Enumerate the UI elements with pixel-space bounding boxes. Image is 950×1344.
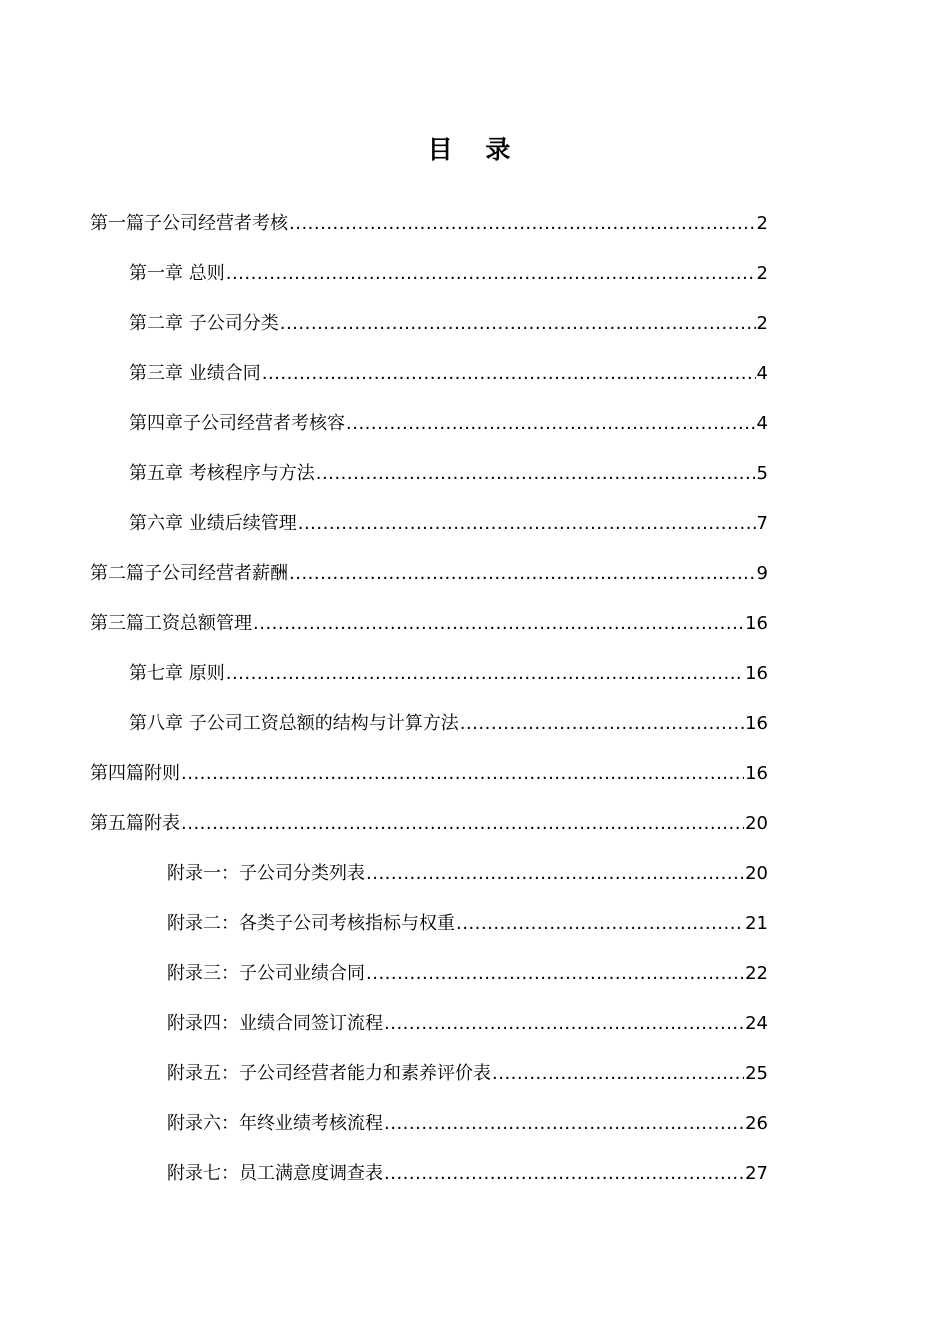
toc-page-number: 2 — [756, 313, 768, 334]
toc-dot-leader — [280, 306, 756, 342]
toc-page-number: 2 — [756, 213, 768, 234]
toc-entry-part-5[interactable] — [90, 806, 768, 842]
toc-dot-leader — [384, 1006, 744, 1042]
toc-dot-leader — [366, 956, 744, 992]
toc-dot-leader — [289, 556, 756, 592]
toc-entry-label: 第一章 总则 — [129, 263, 225, 284]
toc-entry-label: 第二章 子公司分类 — [129, 313, 279, 334]
toc-entry-label: 第五章 考核程序与方法 — [129, 463, 315, 484]
toc-entry-chapter-4[interactable] — [129, 406, 768, 442]
toc-entry-label: 第二篇子公司经营者薪酬 — [90, 563, 288, 584]
toc-entry-label: 附录一：子公司分类列表 — [167, 863, 365, 884]
toc-dot-leader — [460, 706, 744, 742]
toc-dot-leader — [289, 206, 756, 242]
toc-page-number: 2 — [756, 263, 768, 284]
toc-page-number: 27 — [745, 1163, 768, 1184]
toc-page-number: 5 — [756, 463, 768, 484]
toc-entry-label: 第三章 业绩合同 — [129, 363, 261, 384]
toc-dot-leader — [226, 656, 744, 692]
toc-entry-label: 附录四：业绩合同签订流程 — [167, 1013, 383, 1034]
toc-entry-label: 附录六：年终业绩考核流程 — [167, 1113, 383, 1134]
toc-dot-leader — [384, 1156, 744, 1192]
toc-page-number: 16 — [745, 613, 768, 634]
toc-entry-appendix-5[interactable] — [167, 1056, 768, 1092]
toc-entry-label: 附录七：员工满意度调查表 — [167, 1163, 383, 1184]
toc-entry-part-4[interactable] — [90, 756, 768, 792]
toc-entry-chapter-3[interactable] — [129, 356, 768, 392]
toc-page-number: 26 — [745, 1113, 768, 1134]
toc-dot-leader — [366, 856, 744, 892]
page-title: 目 录 — [427, 135, 523, 164]
toc-entry-label: 附录三：子公司业绩合同 — [167, 963, 365, 984]
toc-entry-appendix-7[interactable] — [167, 1156, 768, 1192]
toc-entry-appendix-1[interactable] — [167, 856, 768, 892]
toc-entry-label: 第一篇子公司经营者考核 — [90, 213, 288, 234]
toc-entry-chapter-1[interactable] — [129, 256, 768, 292]
toc-entry-label: 第三篇工资总额管理 — [90, 613, 252, 634]
toc-entry-label: 第六章 业绩后续管理 — [129, 513, 297, 534]
toc-entry-chapter-5[interactable] — [129, 456, 768, 492]
toc-page-number: 4 — [756, 413, 768, 434]
toc-page-number: 4 — [756, 363, 768, 384]
toc-dot-leader — [226, 256, 756, 292]
toc-dot-leader — [253, 606, 744, 642]
toc-dot-leader — [262, 356, 756, 392]
toc-entry-chapter-7[interactable] — [129, 656, 768, 692]
toc-dot-leader — [384, 1106, 744, 1142]
toc-entry-label: 附录五：子公司经营者能力和素养评价表 — [167, 1063, 491, 1084]
toc-dot-leader — [181, 756, 744, 792]
toc-entry-part-2[interactable] — [90, 556, 768, 592]
toc-entry-label: 第八章 子公司工资总额的结构与计算方法 — [129, 713, 459, 734]
toc-page-number: 9 — [756, 563, 768, 584]
toc-dot-leader — [492, 1056, 744, 1092]
toc-page-number: 24 — [745, 1013, 768, 1034]
toc-entry-appendix-2[interactable] — [167, 906, 768, 942]
toc-page-number: 7 — [756, 513, 768, 534]
toc-entry-label: 第五篇附表 — [90, 813, 180, 834]
toc-entry-label: 附录二：各类子公司考核指标与权重 — [167, 913, 455, 934]
toc-entry-appendix-6[interactable] — [167, 1106, 768, 1142]
toc-dot-leader — [456, 906, 744, 942]
toc-entry-chapter-2[interactable] — [129, 306, 768, 342]
toc-dot-leader — [181, 806, 744, 842]
toc-page-number: 25 — [745, 1063, 768, 1084]
toc-entry-part-3[interactable] — [90, 606, 768, 642]
toc-entry-chapter-8[interactable] — [129, 706, 768, 742]
toc-entry-appendix-3[interactable] — [167, 956, 768, 992]
toc-dot-leader — [316, 456, 756, 492]
toc-page-number: 16 — [745, 663, 768, 684]
toc-page-number: 20 — [745, 813, 768, 834]
toc-page-number: 20 — [745, 863, 768, 884]
toc-dot-leader — [346, 406, 756, 442]
toc-page-number: 16 — [745, 713, 768, 734]
toc-entry-label: 第四篇附则 — [90, 763, 180, 784]
toc-page-number: 22 — [745, 963, 768, 984]
toc-entry-part-1[interactable] — [90, 206, 768, 242]
toc-entry-chapter-6[interactable] — [129, 506, 768, 542]
toc-entry-label: 第四章子公司经营者考核容 — [129, 413, 345, 434]
toc-entry-label: 第七章 原则 — [129, 663, 225, 684]
toc-page-number: 16 — [745, 763, 768, 784]
toc-page-number: 21 — [745, 913, 768, 934]
toc-entry-appendix-4[interactable] — [167, 1006, 768, 1042]
toc-dot-leader — [298, 506, 756, 542]
